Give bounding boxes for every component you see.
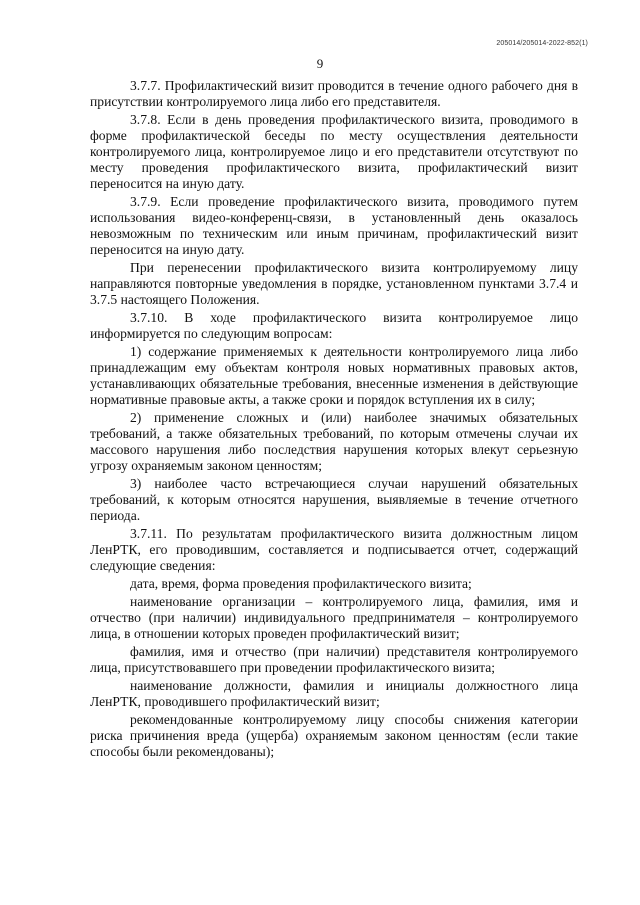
list-item-2: 2) применение сложных и (или) наиболее значимых обязательных требований, а также обязательных требований, по которым отмечены случаи их массового нарушения либо последствия нарушения которых влекут серьезную угрозу охраняемым законом ценностям;	[90, 410, 578, 473]
report-field-representative: фамилия, имя и отчество (при наличии) представителя контролируемого лица, присутствовавшего при проведении профилактического визита;	[90, 644, 578, 675]
paragraph-3-7-11: 3.7.11. По результатам профилактического визита должностным лицом ЛенРТК, его проводившим, составляется и подписывается отчет, содержащий следующие сведения:	[90, 526, 578, 573]
document-id: 205014/205014-2022-852(1)	[496, 40, 588, 47]
report-field-date: дата, время, форма проведения профилактического визита;	[130, 576, 472, 591]
list-item-1: 1) содержание применяемых к деятельности контролируемого лица либо принадлежащим ему объектам контроля новых нормативных правовых актов, устанавливающих обязательные требования, внесенные изменения в действующие нормативные правовые акты, а также сроки и порядок вступления их в силу;	[90, 344, 578, 407]
report-field-organization: наименование организации – контролируемого лица, фамилия, имя и отчество (при наличии) индивидуального предпринимателя – контролируемого лица, в отношении которых проведен профилактический визит;	[90, 594, 578, 641]
page-number: 9	[316, 56, 324, 71]
report-field-recommendations: рекомендованные контролируемому лицу способы снижения категории риска причинения вреда (ущерба) охраняемым законом ценностям (если такие способы были рекомендованы);	[90, 712, 578, 759]
report-field-official: наименование должности, фамилия и инициалы должностного лица ЛенРТК, проводившего профилактический визит;	[90, 678, 578, 709]
paragraph-3-7-8: 3.7.8. Если в день проведения профилактического визита, проводимого в форме профилактической беседы по месту осуществления деятельности контролируемого лица, контролируемое лицо и его представители отсутствуют по месту проведения профилактического визита, профилактический визит переносится на иную дату.	[90, 112, 578, 191]
paragraph-rescheduling: При перенесении профилактического визита контролируемому лицу направляются повторные уведомления в порядке, установленном пунктами 3.7.4 и 3.7.5 настоящего Положения.	[90, 260, 578, 307]
paragraph-3-7-7: 3.7.7. Профилактический визит проводится в течение одного рабочего дня в присутствии контролируемого лица либо его представителя.	[90, 78, 578, 109]
paragraph-3-7-9: 3.7.9. Если проведение профилактического визита, проводимого путем использования видео-конференц-связи, в установленный день оказалось невозможным по техническим или иным причинам, профилактический визит переносится на иную дату.	[90, 194, 578, 257]
list-item-3: 3) наиболее часто встречающиеся случаи нарушений обязательных требований, к которым относятся нарушения, выявляемые в течение отчетного периода.	[90, 476, 578, 523]
paragraph-3-7-10: 3.7.10. В ходе профилактического визита контролируемое лицо информируется по следующим вопросам:	[90, 310, 578, 341]
document-body	[90, 78, 578, 762]
